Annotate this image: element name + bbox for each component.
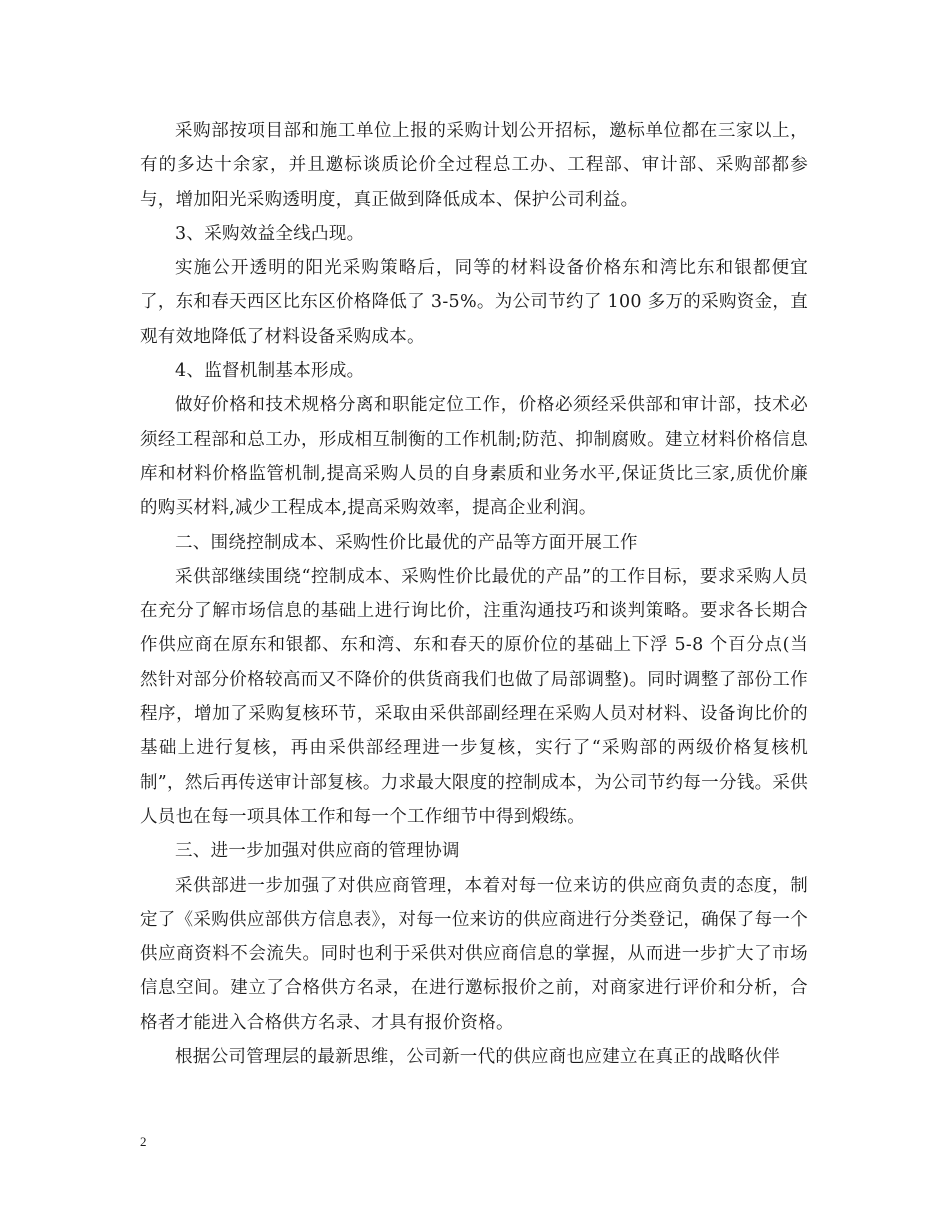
paragraph-strategic-partners: 根据公司管理层的最新思维，公司新一代的供应商也应建立在真正的战略伙伴 <box>175 1047 781 1068</box>
heading-procurement-benefits: 3、采购效益全线凸现。 <box>175 223 365 244</box>
paragraph-supplier-management: 采供部进一步加强了对供应商管理，本着对每一位来访的供应商负责的态度，制定了《采购供应部供方信息表》，对每一位来访的供应商进行分类登记，确保了每一个供应商资料不会流失。同时也利于采供对供应商信息的掌握，从而进一步扩大了市场信息空间。建立了合格供方名录，在进行邀标报价之前，对商家进行评价和分析，合格者才能进入合格供方名录、才具有报价资格。 <box>140 875 808 1033</box>
paragraph-price-separation: 做好价格和技术规格分离和职能定位工作，价格必须经采供部和审计部，技术必须经工程部和总工办，形成相互制衡的工作机制;防范、抑制腐败。建立材料价格信息库和材料价格监管机制,提高采购人员的自身素质和业务水平,保证货比三家,质优价廉的购买材料,减少工程成本,提高采购效率，提高企业利润。 <box>140 395 808 519</box>
paragraph-procurement-bidding: 采购部按项目部和施工单位上报的采购计划公开招标，邀标单位都在三家以上，有的多达十余家，并且邀标谈质论价全过程总工办、工程部、审计部、采购部都参与，增加阳光采购透明度，真正做到降低成本、保护公司利益。 <box>140 121 808 210</box>
paragraph-cost-control: 采供部继续围绕“控制成本、采购性价比最优的产品”的工作目标，要求采购人员在充分了解市场信息的基础上进行询比价，注重沟通技巧和谈判策略。要求各长期合作供应商在原东和银都、东和湾、东和春天的原价位的基础上下浮 5-8 个百分点(当然针对部分价格较高而又不降价的供货商我们也做了局部调整)。同时调整了部份工作程序，增加了采购复核环节，采取由采供部副经理在采购人员对材料、设备询比价的基础上进行复核，再由采供部经理进一步复核，实行了“采购部的两级价格复核机制”，然后再传送审计部复核。力求最大限度的控制成本，为公司节约每一分钱。采供人员也在每一项具体工作和每一个工作细节中得到煅练。 <box>140 566 808 827</box>
document-body <box>140 114 808 1074</box>
heading-section-three: 三、进一步加强对供应商的管理协调 <box>175 841 460 862</box>
heading-supervision-mechanism: 4、监督机制基本形成。 <box>175 361 365 382</box>
paragraph-cost-savings: 实施公开透明的阳光采购策略后，同等的材料设备价格东和湾比东和银都便宜了，东和春天西区比东区价格降低了 3-5%。为公司节约了 100 多万的采购资金，直观有效地降低了材料设备采购成本。 <box>140 258 808 347</box>
page-number: 2 <box>140 1134 147 1149</box>
heading-section-two: 二、围绕控制成本、采购性价比最优的产品等方面开展工作 <box>175 532 638 553</box>
